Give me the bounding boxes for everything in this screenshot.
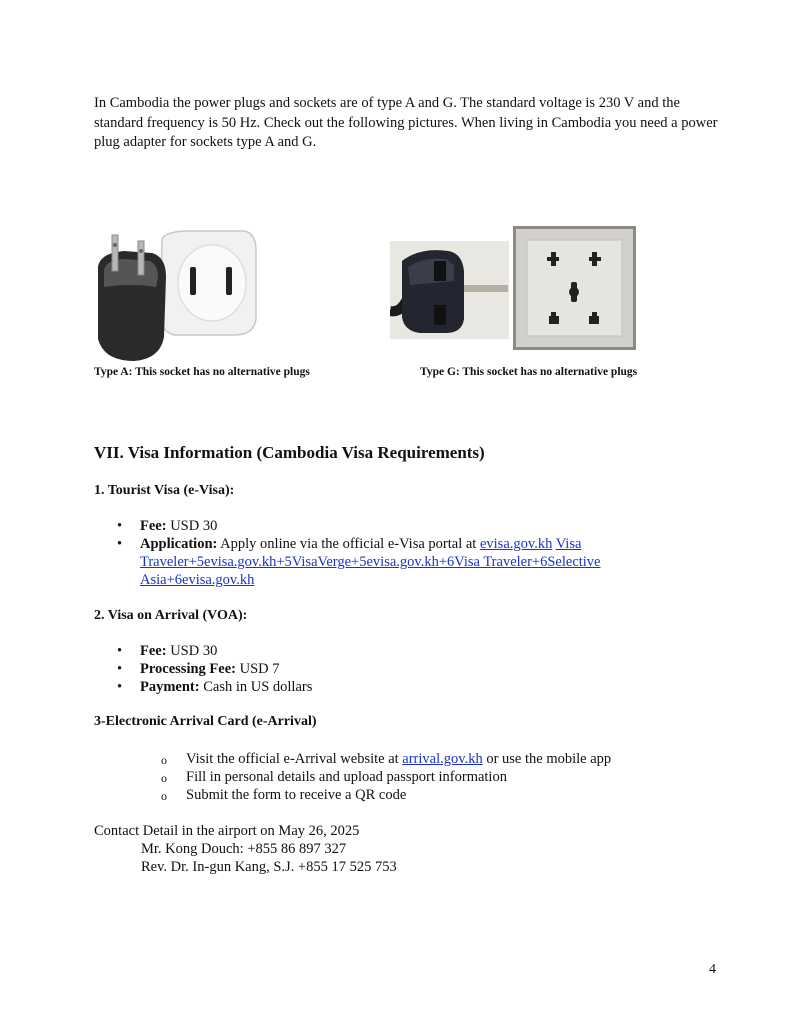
contact-line-douch: Mr. Kong Douch: +855 86 897 327 [141,841,347,857]
earrival-item-text: Visit the official e-Arrival website at [186,751,399,767]
page-number: 4 [709,962,716,977]
evisa-sources-link[interactable]: Visa Traveler+5evisa.gov.kh+5VisaVerge+5evisa.gov.kh+6Visa Traveler+6Selective Asia+6evisa.gov.kh [140,536,601,588]
voa-item-value: USD 7 [239,661,280,677]
voa-item-label: Fee: [140,643,167,659]
earrival-item-text: or use the mobile app [486,751,612,767]
list-item [94,678,674,696]
voa-item-label: Payment: [140,679,200,695]
earrival-heading: 3-Electronic Arrival Card (e-Arrival) [94,714,317,729]
contact-intro: Contact Detail in the airport on May 26, 2025 [94,823,360,839]
tourist-visa-list [94,517,674,589]
list-item [140,786,700,804]
arrival-link[interactable]: arrival.gov.kh [402,751,483,767]
earrival-list [140,750,700,804]
voa-heading: 2. Visa on Arrival (VOA): [94,608,248,623]
type-a-plug-socket-image [94,227,258,365]
earrival-item-text: Fill in personal details and upload passport information [186,769,507,785]
list-item [94,660,674,678]
voa-list [94,642,674,696]
list-item [140,768,700,786]
voa-item-value: USD 30 [170,643,218,659]
earrival-item-text: Submit the form to receive a QR code [186,787,407,803]
type-g-socket-image [513,226,636,350]
type-g-caption: Type G: This socket has no alternative plugs [420,366,638,378]
list-item [94,535,674,589]
contact-line-kang: Rev. Dr. In-gun Kang, S.J. +855 17 525 753 [141,859,397,875]
application-text: Apply online via the official e-Visa portal at [220,536,477,552]
list-item [140,750,700,768]
list-item [94,517,674,535]
voa-item-value: Cash in US dollars [203,679,313,695]
section-title: VII. Visa Information (Cambodia Visa Requirements) [94,443,485,462]
type-a-caption: Type A: This socket has no alternative plugs [94,366,310,378]
list-item [94,642,674,660]
tourist-visa-heading: 1. Tourist Visa (e-Visa): [94,483,235,498]
fee-label: Fee: [140,518,167,534]
evisa-link[interactable]: evisa.gov.kh [479,536,553,552]
application-label: Application: [140,536,218,552]
intro-paragraph: In Cambodia the power plugs and sockets are of type A and G. The standard voltage is 230 V and the standard frequency is 50 Hz. Check out the following pictures. When living in Cambodia you need a power plug adapter for sockets type A and G. [94,95,718,150]
fee-value: USD 30 [170,518,218,534]
voa-item-label: Processing Fee: [140,661,236,677]
type-g-plug-image [390,241,509,339]
